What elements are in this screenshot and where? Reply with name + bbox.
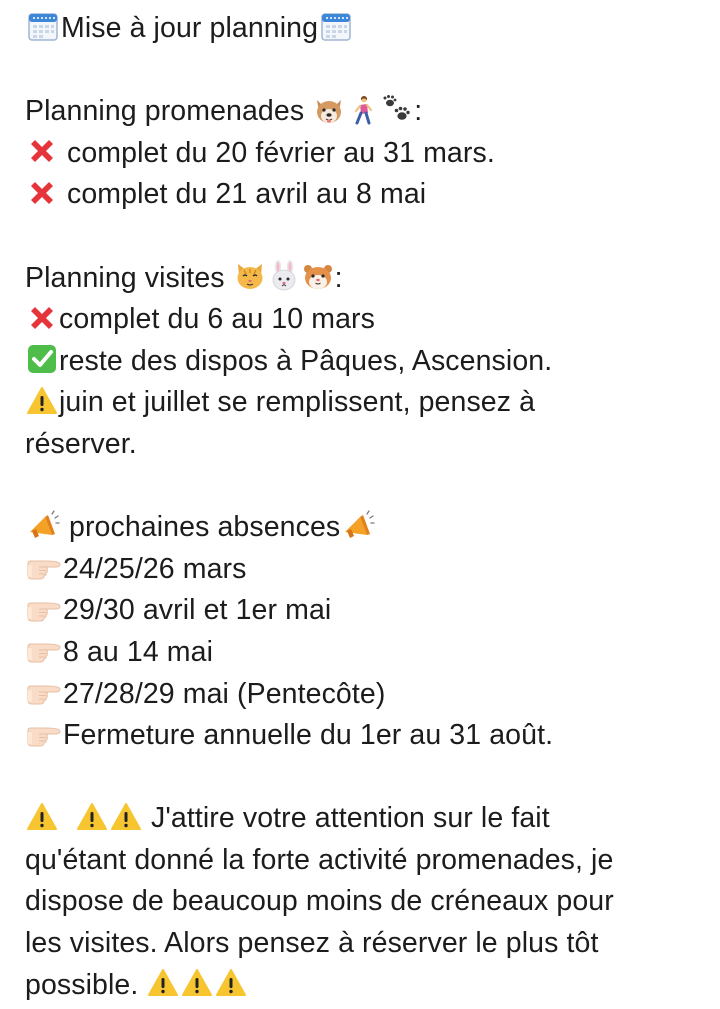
notice-line-1 xyxy=(25,798,705,840)
cross-mark-icon xyxy=(25,177,59,209)
notice-text: possible. xyxy=(25,968,139,1001)
pointing-right-icon xyxy=(25,634,63,666)
cross-mark-icon xyxy=(25,135,59,167)
absence-item-text: Fermeture annuelle du 1er au 31 août. xyxy=(63,719,554,752)
promenades-item xyxy=(25,174,705,216)
megaphone-icon xyxy=(340,510,376,542)
colon: : xyxy=(414,95,423,128)
notice-text: dispose de beaucoup moins de créneaux pour xyxy=(25,885,614,918)
spacer xyxy=(25,50,705,92)
pointing-right-icon xyxy=(25,593,63,625)
spacer xyxy=(25,216,705,258)
notice-text: qu'étant donné la forte activité promenades, je xyxy=(25,843,614,876)
title-line xyxy=(25,8,705,50)
absence-item xyxy=(25,715,705,757)
calendar-icon xyxy=(25,10,61,42)
title-text: Mise à jour planning xyxy=(61,12,319,44)
visites-warning-text-2: réserver. xyxy=(25,427,137,460)
warning-icon xyxy=(75,801,109,833)
notice-line-2 xyxy=(25,840,705,882)
promenades-heading-text: Planning promenades xyxy=(25,95,305,128)
absence-item-text: 8 au 14 mai xyxy=(63,635,214,668)
absence-item xyxy=(25,674,705,716)
visites-full-line xyxy=(25,299,705,341)
rabbit-face-icon xyxy=(267,260,301,292)
absences-heading xyxy=(25,507,705,549)
notice-line-3 xyxy=(25,881,705,923)
warning-icon xyxy=(180,967,214,999)
person-walking-icon xyxy=(346,94,380,126)
visites-available-line xyxy=(25,341,705,383)
absence-item-text: 24/25/26 mars xyxy=(63,552,247,585)
spacer xyxy=(25,466,705,508)
pointing-right-icon xyxy=(25,676,63,708)
warning-icon xyxy=(146,967,180,999)
visites-warning-text: juin et juillet se remplissent, pensez à xyxy=(59,386,536,419)
visites-warning-line-2 xyxy=(25,424,705,466)
megaphone-icon xyxy=(25,510,61,542)
cross-mark-icon xyxy=(25,302,59,334)
absence-item-text: 27/28/29 mai (Pentecôte) xyxy=(63,677,386,710)
notice-text: J'attire votre attention sur le fait xyxy=(151,802,550,835)
absences-heading-text: prochaines absences xyxy=(69,511,341,544)
visites-warning-line xyxy=(25,382,705,424)
colon: : xyxy=(334,261,343,294)
visites-heading-text: Planning visites xyxy=(25,261,225,294)
absence-item xyxy=(25,590,705,632)
promenades-heading xyxy=(25,91,705,133)
check-mark-icon xyxy=(25,343,59,375)
calendar-icon xyxy=(318,10,354,42)
warning-icon xyxy=(214,967,248,999)
message-body xyxy=(25,8,705,1006)
absence-item xyxy=(25,549,705,591)
notice-text: les visites. Alors pensez à réserver le plus tôt xyxy=(25,927,599,960)
cat-face-icon xyxy=(233,260,267,292)
warning-icon xyxy=(25,801,59,833)
promenades-item xyxy=(25,133,705,175)
visites-heading xyxy=(25,258,705,300)
visites-available-text: reste des dispos à Pâques, Ascension. xyxy=(59,344,553,377)
warning-icon xyxy=(109,801,143,833)
notice-line-5 xyxy=(25,965,705,1007)
promenades-item-text: complet du 21 avril au 8 mai xyxy=(67,178,427,211)
paw-prints-icon xyxy=(380,94,414,126)
absence-item xyxy=(25,632,705,674)
pointing-right-icon xyxy=(25,551,63,583)
dog-face-icon xyxy=(312,94,346,126)
spacer xyxy=(25,757,705,799)
absence-item-text: 29/30 avril et 1er mai xyxy=(63,594,332,627)
promenades-item-text: complet du 20 février au 31 mars. xyxy=(67,136,495,169)
pointing-right-icon xyxy=(25,718,63,750)
notice-line-4 xyxy=(25,923,705,965)
visites-full-text: complet du 6 au 10 mars xyxy=(59,303,375,336)
warning-icon xyxy=(25,385,59,417)
hamster-face-icon xyxy=(301,260,335,292)
